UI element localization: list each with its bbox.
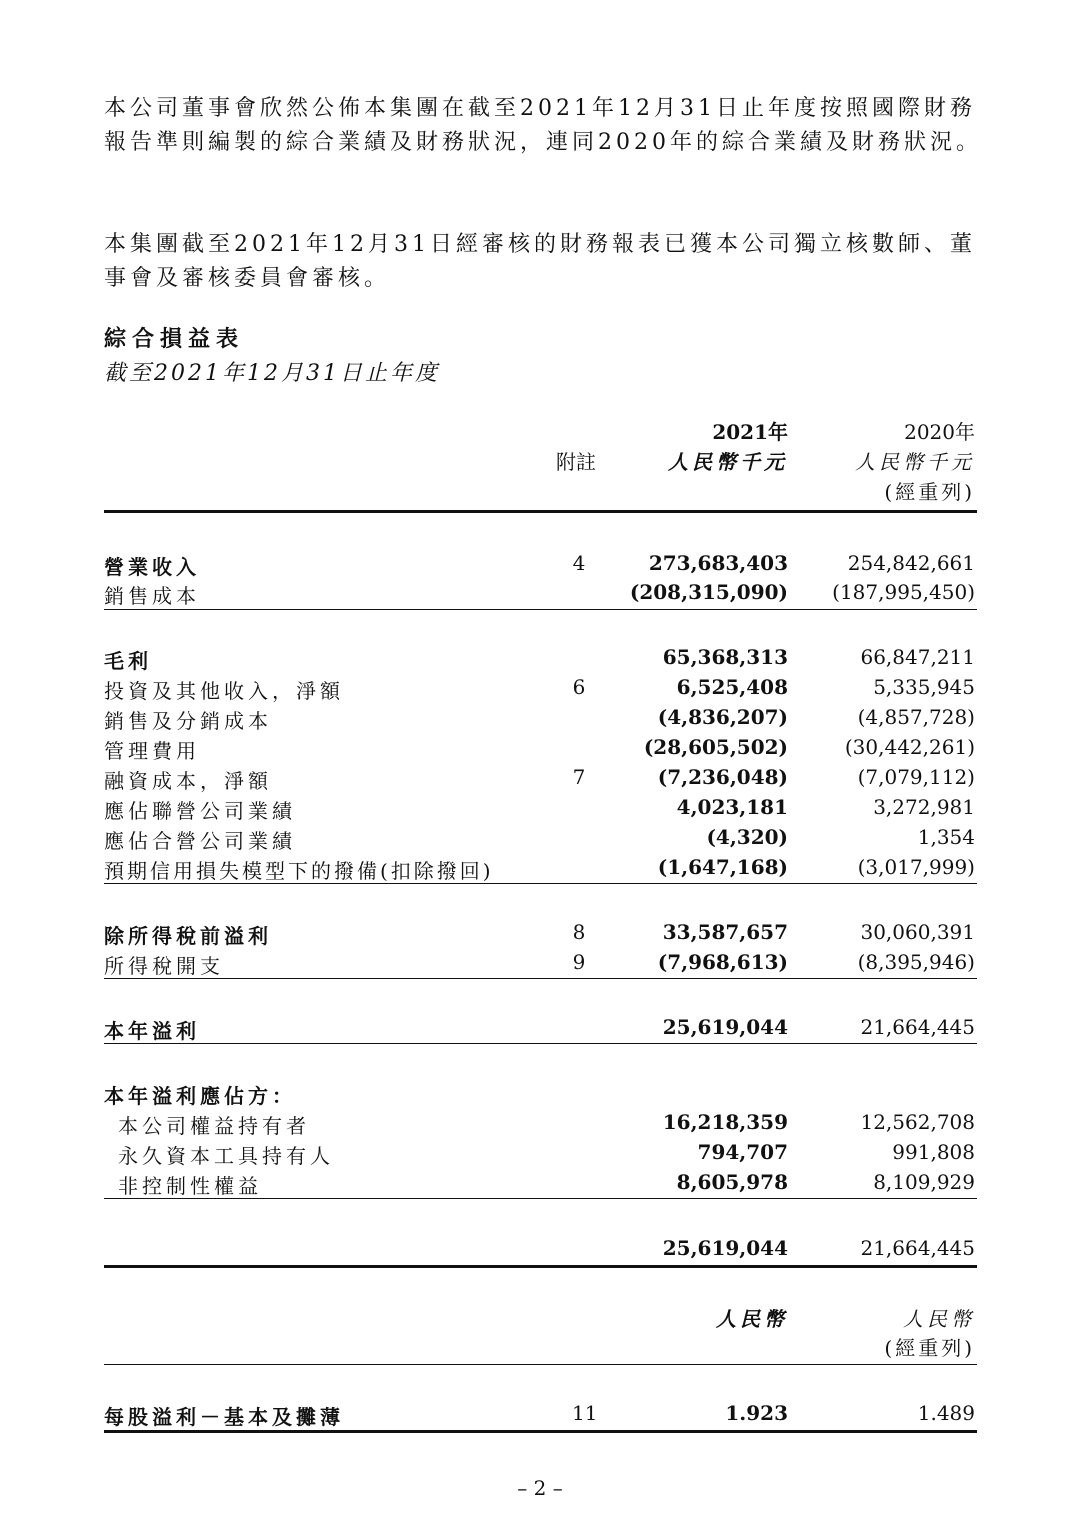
row-2021-selling-costs: (4,836,207): [657, 705, 788, 729]
row-2021-profit-for-year: 25,619,044: [662, 1015, 788, 1039]
col-2020-year: 2020年: [904, 420, 975, 444]
eps-2020-restated: (經重列): [884, 1336, 975, 1360]
row-2021-investment-income: 6,525,408: [676, 675, 788, 699]
header-rule: [104, 510, 977, 513]
row-2020-total: 21,664,445: [860, 1236, 975, 1260]
rule-before-total: [104, 1198, 977, 1199]
row-note-revenue: 4: [572, 551, 586, 575]
page-number: – 2 –: [517, 1476, 563, 1500]
row-2021-non-controlling: 8,605,978: [676, 1170, 788, 1194]
row-2021-admin-expenses: (28,605,502): [643, 735, 788, 759]
statement-subtitle: 截至2021年12月31日止年度: [104, 361, 440, 386]
intro-paragraph-1: 本公司董事會欣然公佈本集團在截至2021年12月31日止年度按照國際財務報告準則編製的綜合業績及財務狀況，連同2020年的綜合業績及財務狀況。: [104, 96, 982, 155]
eps-bottom-rule: [104, 1430, 977, 1433]
row-2020-perpetual-holders: 991,808: [892, 1140, 975, 1164]
row-2020-investment-income: 5,335,945: [873, 675, 975, 699]
row-label-admin-expenses: 管理費用: [104, 739, 200, 763]
row-2020-non-controlling: 8,109,929: [873, 1170, 975, 1194]
row-2020-profit-before-tax: 30,060,391: [860, 920, 975, 944]
row-2021-joint-ventures: (4,320): [706, 825, 788, 849]
row-2020-equity-holders: 12,562,708: [860, 1110, 975, 1134]
eps-2021-unit: 人民幣: [716, 1307, 788, 1331]
row-label-non-controlling: 非控制性權益: [118, 1174, 262, 1198]
row-2020-profit-for-year: 21,664,445: [860, 1015, 975, 1039]
col-2020-restated: (經重列): [884, 480, 975, 504]
row-2021-gross-profit: 65,368,313: [662, 645, 788, 669]
row-2021-associates: 4,023,181: [676, 795, 788, 819]
total-rule: [104, 1265, 977, 1268]
row-2021-cost-of-sales: (208,315,090): [629, 580, 788, 604]
rule-after-tax: [104, 978, 977, 979]
row-2021-revenue: 273,683,403: [648, 551, 788, 575]
row-label-cost-of-sales: 銷售成本: [104, 584, 200, 608]
row-label-revenue: 營業收入: [104, 555, 200, 579]
row-2020-gross-profit: 66,847,211: [860, 645, 975, 669]
col-2021-year: 2021年: [712, 420, 788, 444]
row-2021-income-tax: (7,968,613): [657, 950, 788, 974]
rule-after-profit: [104, 1043, 977, 1044]
row-2021-ecl-provision: (1,647,168): [657, 855, 788, 879]
eps-header-rule: [104, 1364, 977, 1365]
row-2020-cost-of-sales: (187,995,450): [832, 580, 975, 604]
row-note-finance-costs: 7: [572, 765, 586, 789]
col-2021-unit: 人民幣千元: [668, 450, 788, 474]
row-label-finance-costs: 融資成本，淨額: [104, 769, 272, 793]
eps-2020-unit: 人民幣: [903, 1307, 975, 1331]
row-2020-associates: 3,272,981: [873, 795, 975, 819]
row-label-profit-before-tax: 除所得稅前溢利: [104, 924, 272, 948]
row-label-associates: 應佔聯營公司業績: [104, 799, 296, 823]
row-2020-selling-costs: (4,857,728): [857, 705, 975, 729]
eps-label: 每股溢利－基本及攤薄: [104, 1405, 344, 1429]
row-note-income-tax: 9: [572, 950, 586, 974]
row-2020-joint-ventures: 1,354: [917, 825, 975, 849]
row-label-gross-profit: 毛利: [104, 649, 152, 673]
statement-title: 綜合損益表: [104, 326, 245, 352]
row-label-attributable-to: 本年溢利應佔方：: [104, 1084, 296, 1108]
row-2021-finance-costs: (7,236,048): [657, 765, 788, 789]
row-label-selling-costs: 銷售及分銷成本: [104, 709, 272, 733]
row-label-ecl-provision: 預期信用損失模型下的撥備(扣除撥回): [104, 859, 494, 883]
row-label-equity-holders: 本公司權益持有者: [118, 1114, 310, 1138]
row-2021-equity-holders: 16,218,359: [662, 1110, 788, 1134]
row-label-profit-for-year: 本年溢利: [104, 1019, 200, 1043]
row-label-perpetual-holders: 永久資本工具持有人: [118, 1144, 334, 1168]
eps-note: 11: [572, 1401, 598, 1425]
rule-after-ecl: [104, 883, 977, 884]
col-note-header: 附註: [556, 450, 596, 474]
row-label-investment-income: 投資及其他收入，淨額: [104, 679, 344, 703]
row-2020-income-tax: (8,395,946): [857, 950, 975, 974]
row-2021-perpetual-holders: 794,707: [697, 1140, 788, 1164]
row-2021-total: 25,619,044: [662, 1236, 788, 1260]
row-note-investment-income: 6: [572, 675, 586, 699]
rule-after-cost: [104, 609, 977, 610]
eps-2020-value: 1.489: [917, 1401, 975, 1425]
row-label-income-tax: 所得稅開支: [104, 954, 224, 978]
row-2020-revenue: 254,842,661: [847, 551, 975, 575]
row-2020-finance-costs: (7,079,112): [857, 765, 975, 789]
eps-2021-value: 1.923: [725, 1401, 788, 1425]
row-label-joint-ventures: 應佔合營公司業績: [104, 829, 296, 853]
intro-paragraph-2: 本集團截至2021年12月31日經審核的財務報表已獲本公司獨立核數師、董事會及審核委員會審核。: [104, 232, 976, 291]
row-2020-admin-expenses: (30,442,261): [844, 735, 975, 759]
row-note-profit-before-tax: 8: [572, 920, 586, 944]
row-2021-profit-before-tax: 33,587,657: [662, 920, 788, 944]
row-2020-ecl-provision: (3,017,999): [857, 855, 975, 879]
col-2020-unit: 人民幣千元: [855, 450, 975, 474]
